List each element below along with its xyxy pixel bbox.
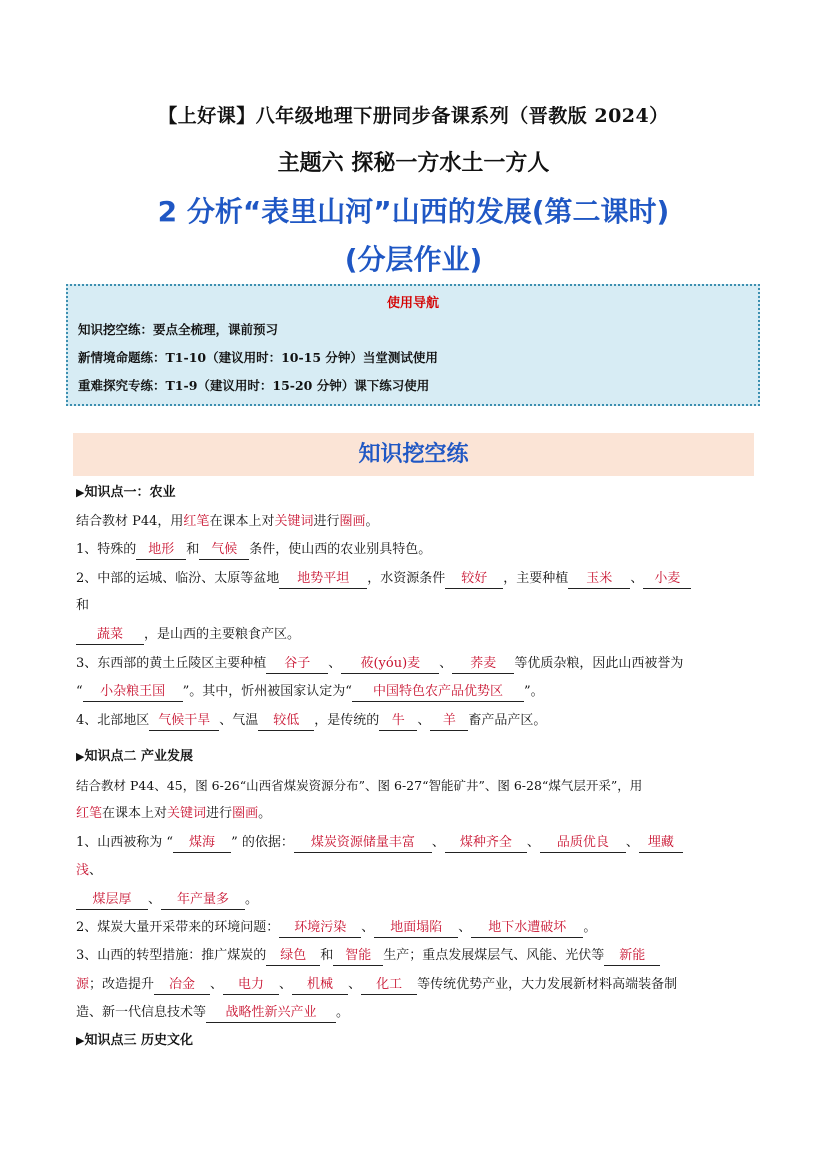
k1-question-3-cont: “ 小杂粮王国 ”。其中，忻州被国家认定为“ 中国特色农产品优势区 ”。 [76,683,544,702]
answer-blank: 绿色 [266,947,320,966]
answer-blank: 羊 [430,712,468,731]
answer-blank: 小麦 [643,570,691,589]
answer-blank: 牛 [379,712,417,731]
k1-question-1: 1、特殊的 地形 和 气候 条件，使山西的农业别具特色。 [76,541,431,560]
k2-question-1: 1、山西被称为 “ 煤海 ” 的依据： 煤炭资源储量丰富 、 煤种齐全 、 品质优良 、 埋藏 [76,834,683,853]
lesson-subtitle: (分层作业) [344,243,483,276]
answer-blank: 环境污染 [279,919,361,938]
k1-question-2-cont: 和 [76,598,90,613]
guide-row: 新情境命题练：T1-10（建议用时：10-15 分钟）当堂测试使用 [78,350,438,365]
answer-blank: 煤炭资源储量丰富 [294,834,432,853]
answer-blank: 玉米 [568,570,630,589]
series-title: 【上好课】八年级地理下册同步备课系列（晋教版 2024） [158,105,669,127]
section-banner [73,433,754,476]
answer-blank: 较低 [258,712,314,731]
knowledge-point-2-heading: ▶知识点二 产业发展 [76,749,193,764]
k2-question-1-end: 煤层厚 、 年产量多 。 [76,891,258,910]
knowledge-point-3-heading: ▶知识点三 历史文化 [76,1033,193,1048]
triangle-bullet-icon: ▶ [76,486,85,499]
answer-blank: 荞麦 [452,655,514,674]
k2-intro: 结合教材 P44、45，图 6-26“山西省煤炭资源分布”、图 6-27“智能矿井”、图 6-28“煤气层开采”，用 [76,778,643,793]
k1-question-2: 2、中部的运城、临汾、太原等盆地 地势平坦 ，水资源条件 较好 ，主要种植 玉米 、 小麦 [76,570,691,589]
k1-intro: 结合教材 P44，用红笔在课本上对关键词进行圈画。 [76,514,379,529]
guide-row: 知识挖空练：要点全梳理，课前预习 [78,322,279,337]
guide-row: 重难探究专练：T1-9（建议用时：15-20 分钟）课下练习使用 [78,378,430,393]
answer-blank: 气候 [199,541,249,560]
answer-blank: 年产量多 [161,891,245,910]
triangle-bullet-icon: ▶ [76,1034,85,1047]
k2-question-3-end: 造、新一代信息技术等 战略性新兴产业 。 [76,1004,349,1023]
usage-guide-box [66,284,760,406]
answer-blank: 智能 [333,947,383,966]
answer-blank: 埋藏 [639,834,683,853]
answer-blank: 谷子 [266,655,328,674]
k1-question-4: 4、北部地区 气候干旱 、气温 较低 ，是传统的 牛 、 羊 畜产品产区。 [76,712,546,731]
answer-blank: 煤层厚 [76,891,148,910]
answer-blank: 地形 [136,541,186,560]
answer-blank: 小杂粮王国 [83,683,183,702]
answer-blank: 地下水遭破坏 [471,919,583,938]
section-banner-title: 知识挖空练 [358,442,469,467]
lesson-title: 2 分析“表里山河”山西的发展(第二课时) [157,195,670,228]
answer-blank: 战略性新兴产业 [206,1004,336,1023]
answer-blank: 气候干旱 [149,712,219,731]
answer-blank: 较好 [445,570,503,589]
k2-question-3-cont: 源；改造提升 冶金 、 电力 、 机械 、 化工 等传统优势产业，大力发展新材料高端装备制 [76,976,677,995]
k1-question-3: 3、东西部的黄土丘陵区主要种植 谷子 、 莜(yóu)麦 、 荞麦 等优质杂粮，因此山西被誉为 [76,655,683,674]
answer-blank: 化工 [361,976,417,995]
knowledge-point-1-heading: ▶知识点一：农业 [76,485,176,500]
answer-blank: 品质优良 [540,834,626,853]
answer-blank: 莜(yóu)麦 [341,655,439,674]
answer-blank: 中国特色农产品优势区 [352,683,524,702]
topic-title: 主题六 探秘一方水土一方人 [277,150,550,176]
usage-guide-title: 使用导航 [386,296,439,311]
answer-blank: 煤海 [173,834,231,853]
answer-blank: 新能 [604,947,660,966]
answer-blank: 电力 [223,976,279,995]
k2-question-2: 2、煤炭大量开采带来的环境问题： 环境污染 、 地面塌陷 、 地下水遭破坏 。 [76,919,596,938]
triangle-bullet-icon: ▶ [76,750,85,763]
answer-blank: 地面塌陷 [374,919,458,938]
answer-blank: 地势平坦 [279,570,367,589]
answer-blank: 机械 [292,976,348,995]
answer-blank: 冶金 [154,976,210,995]
answer-blank: 蔬菜 [76,626,144,645]
k2-question-3: 3、山西的转型措施：推广煤炭的 绿色 和 智能 生产；重点发展煤层气、风能、光伏等 新能 [76,947,660,966]
k2-intro-cont: 红笔在课本上对关键词进行圈画。 [76,806,272,821]
k1-question-2-end: 蔬菜 ，是山西的主要粮食产区。 [76,626,300,645]
answer-blank: 煤种齐全 [445,834,527,853]
k2-question-1-cont: 浅、 [76,863,103,878]
